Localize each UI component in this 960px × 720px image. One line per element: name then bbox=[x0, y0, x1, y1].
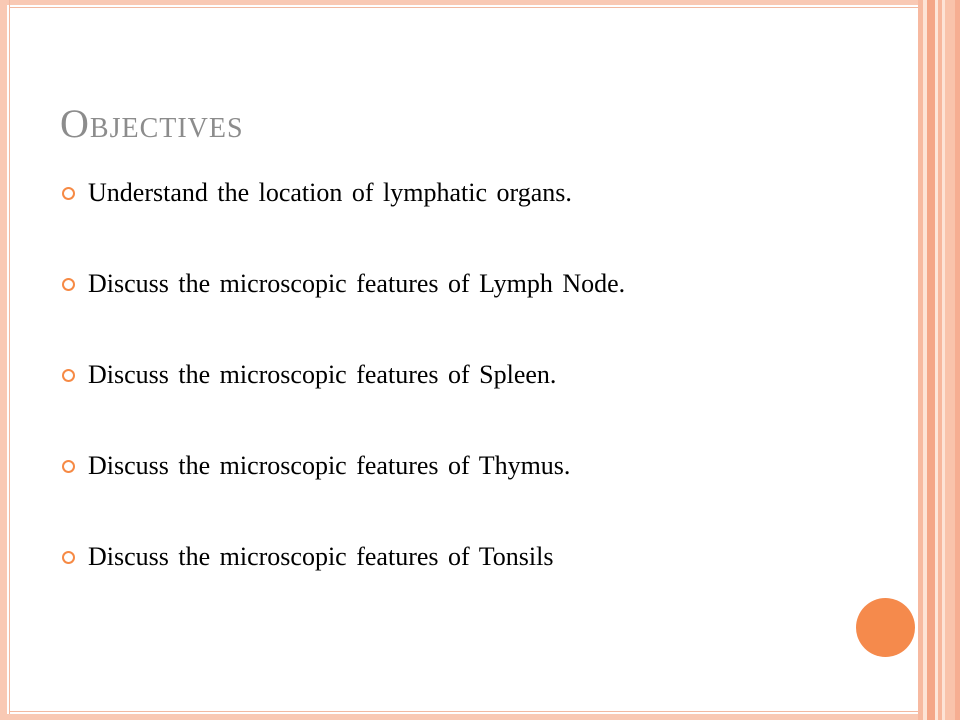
frame-bottom-border bbox=[0, 714, 960, 720]
right-stripe bbox=[955, 0, 960, 720]
bullet-text: Discuss the microscopic features of Spleen. bbox=[88, 360, 557, 389]
list-item bbox=[62, 356, 902, 447]
slide-title: Objectives bbox=[60, 101, 244, 146]
list-item bbox=[62, 174, 902, 265]
hollow-circle-icon bbox=[62, 278, 75, 291]
list-item bbox=[62, 447, 902, 538]
objectives-list bbox=[62, 174, 902, 629]
frame-left-border bbox=[0, 0, 7, 720]
bullet-text: Discuss the microscopic features of Lymph Node. bbox=[88, 269, 626, 298]
right-stripe bbox=[945, 0, 955, 720]
list-item bbox=[62, 265, 902, 356]
hollow-circle-icon bbox=[62, 460, 75, 473]
list-item bbox=[62, 538, 902, 629]
frame-left-line bbox=[9, 0, 10, 720]
frame-top-border bbox=[0, 0, 960, 5]
frame-top-line bbox=[9, 7, 919, 8]
frame-bottom-line bbox=[9, 711, 919, 712]
bullet-text: Understand the location of lymphatic organs. bbox=[88, 178, 572, 207]
bullet-text: Discuss the microscopic features of Thymus. bbox=[88, 451, 571, 480]
hollow-circle-icon bbox=[62, 187, 75, 200]
hollow-circle-icon bbox=[62, 369, 75, 382]
bullet-text: Discuss the microscopic features of Tonsils bbox=[88, 542, 554, 571]
hollow-circle-icon bbox=[62, 551, 75, 564]
right-stripe bbox=[927, 0, 935, 720]
decorative-orange-circle bbox=[856, 598, 915, 657]
